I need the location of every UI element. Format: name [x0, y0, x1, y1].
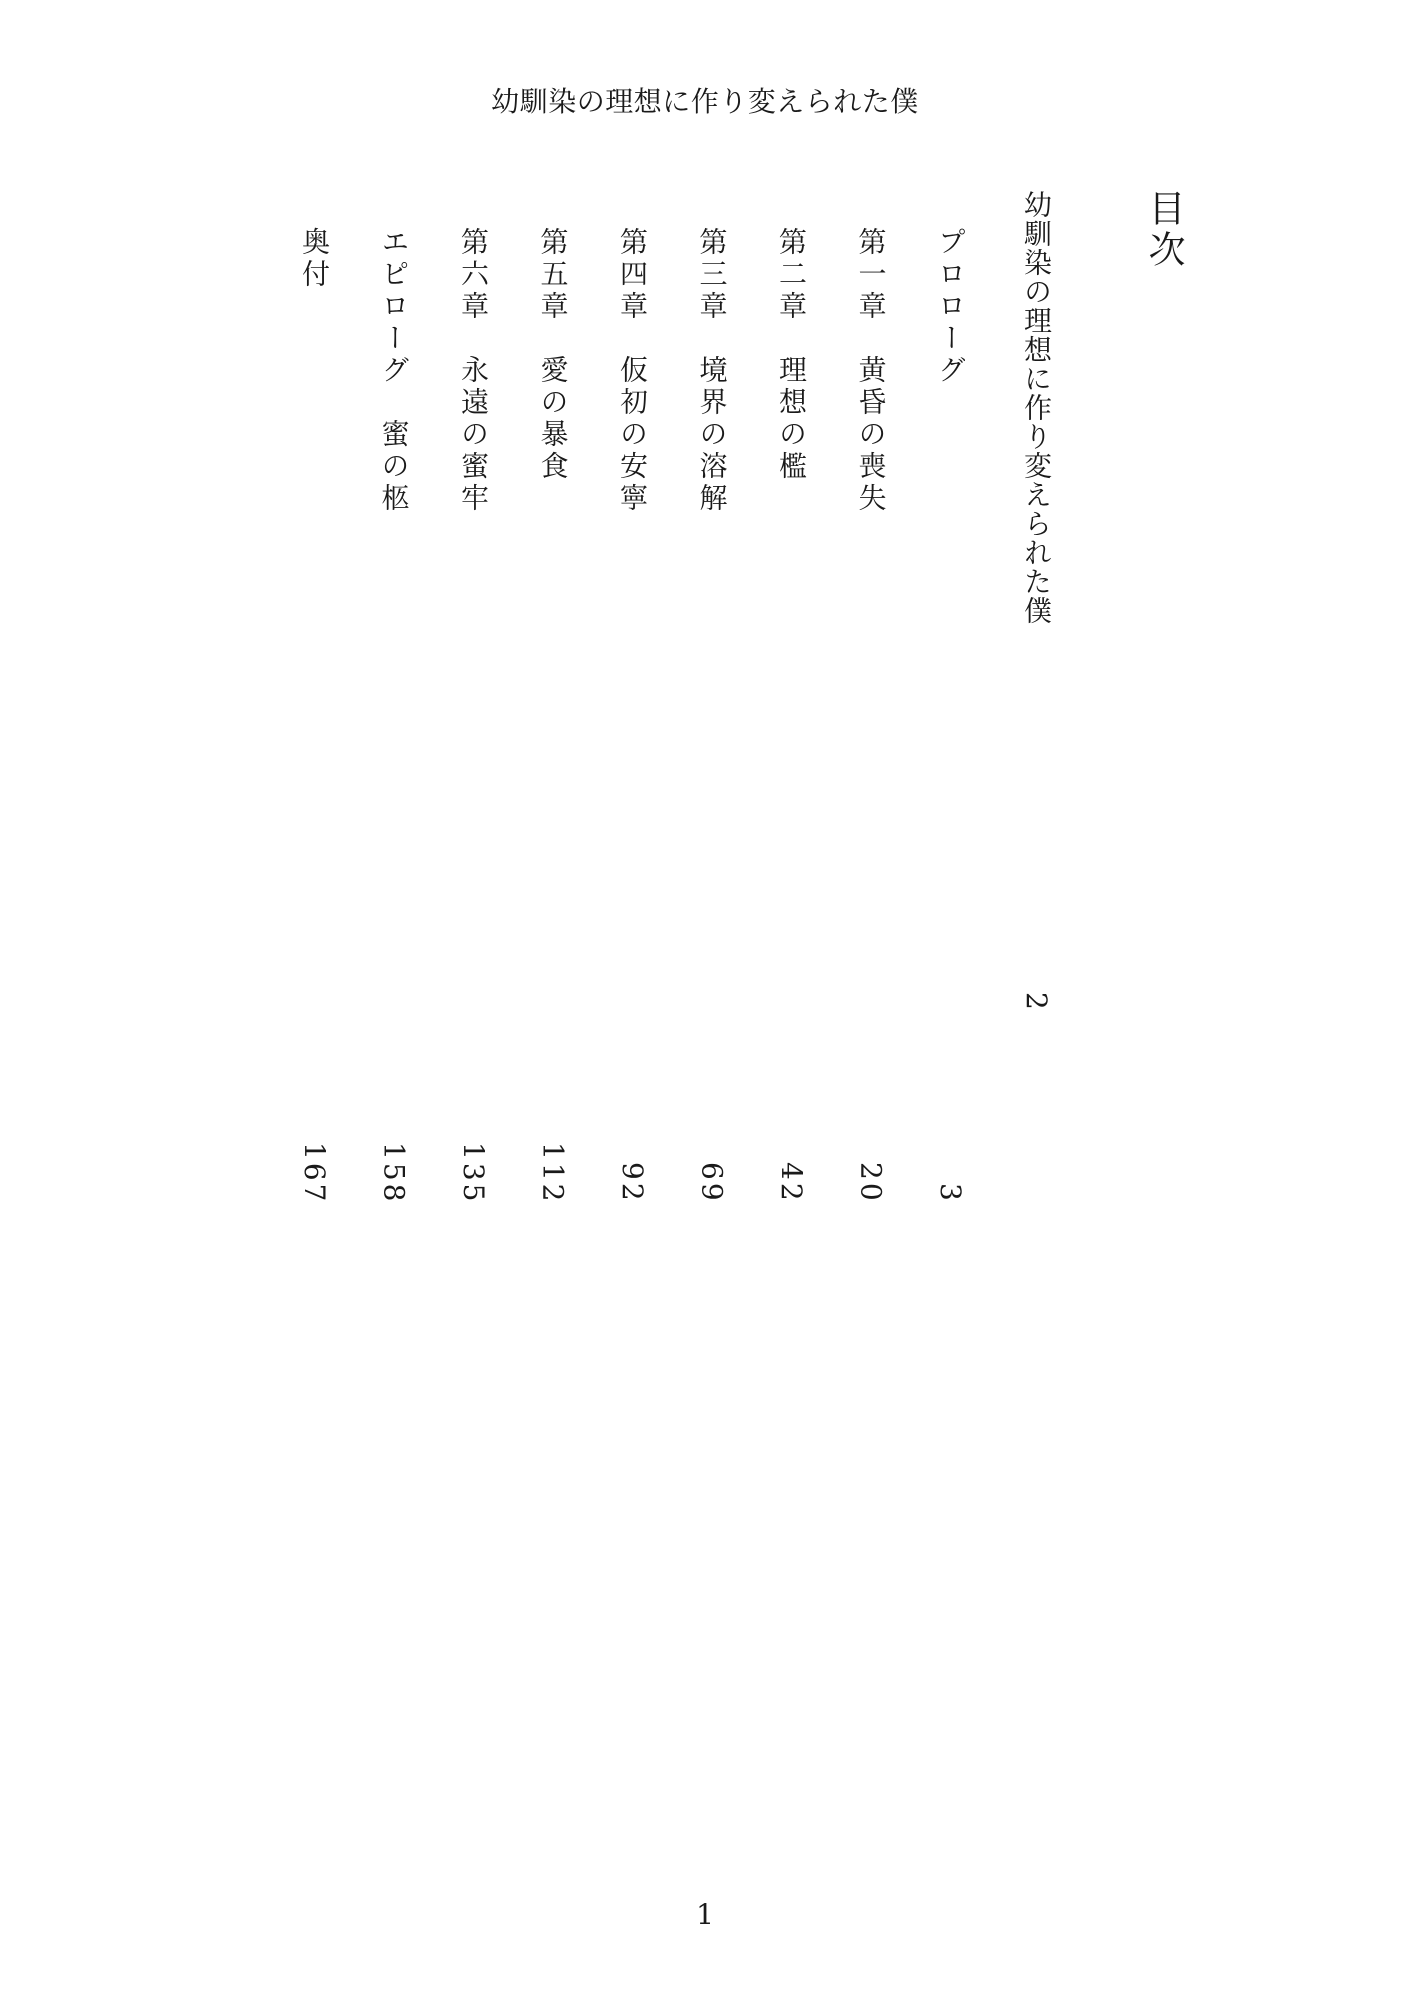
- toc-entry: [536, 227, 570, 1204]
- toc-entry: [695, 227, 729, 1204]
- toc-entry: [774, 227, 808, 1204]
- toc-entry-label: プロローグ: [934, 227, 967, 387]
- toc-entry-page: 167: [298, 1141, 331, 1204]
- toc-heading: 目次: [1142, 189, 1185, 271]
- toc-entry-label: 第二章 理想の檻: [775, 227, 808, 483]
- toc-entry-page: 112: [536, 1141, 570, 1204]
- running-header: 幼馴染の理想に作り変えられた僕: [491, 85, 919, 118]
- toc-entry-page: 20: [854, 1162, 888, 1204]
- toc-entry-page: 69: [695, 1162, 729, 1204]
- toc-entry: [456, 227, 490, 1204]
- toc-entry-label: 第三章 境界の溶解: [695, 227, 729, 515]
- toc-entry-page: 92: [616, 1162, 649, 1204]
- toc-entry: [854, 227, 888, 1204]
- toc-entry-label: エピローグ 蜜の柩: [377, 227, 411, 515]
- toc-entry-label: 奥付: [298, 227, 331, 291]
- toc-entry-label: 第四章 仮初の安寧: [616, 227, 649, 515]
- toc-entry-page: 3: [934, 1183, 967, 1204]
- toc-entry-page: 158: [377, 1141, 411, 1204]
- toc-entry-page: 42: [775, 1162, 808, 1204]
- toc-entry: [297, 227, 331, 1204]
- toc-entry: [615, 227, 649, 1204]
- toc-book-title-page: 2: [1020, 992, 1053, 1013]
- toc-book-title-label: 幼馴染の理想に作り変えられた僕: [1020, 190, 1053, 625]
- toc-entry: [933, 227, 967, 1204]
- toc-entry: [377, 227, 411, 1204]
- folio-page-number: 1: [696, 1898, 714, 1931]
- toc-book-title-row: [1019, 190, 1053, 1013]
- toc-entry-label: 第一章 黄昏の喪失: [854, 227, 888, 515]
- toc-entry-label: 第六章 永遠の蜜牢: [457, 227, 490, 515]
- toc-entry-label: 第五章 愛の暴食: [536, 227, 570, 483]
- toc-entry-page: 135: [457, 1141, 490, 1204]
